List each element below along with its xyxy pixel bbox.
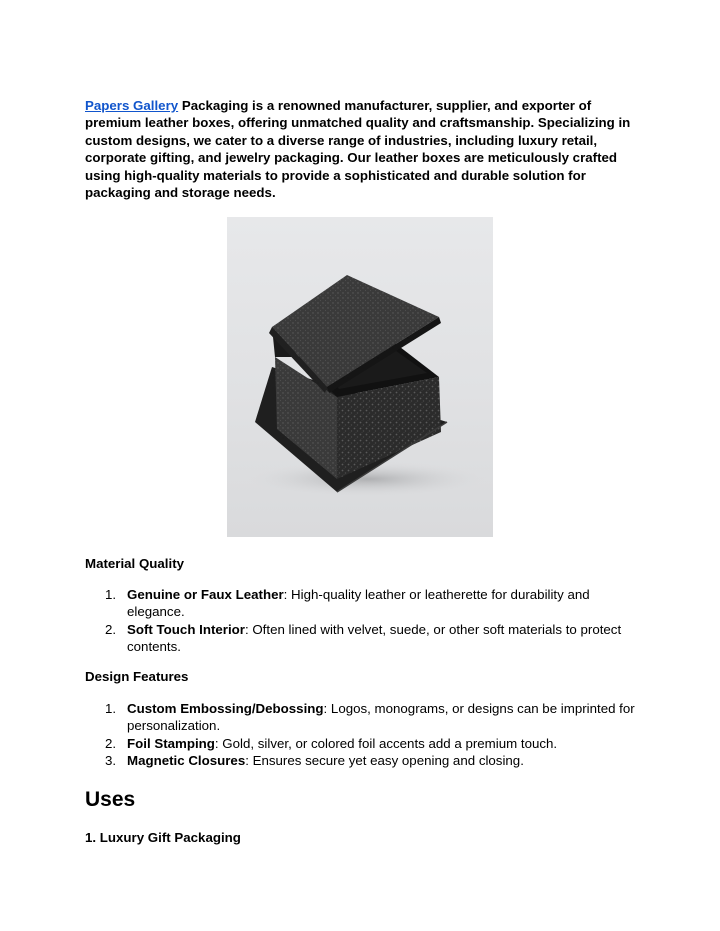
list-item-text: : Often lined with velvet, suede, or other soft materials to protect contents. bbox=[127, 621, 622, 655]
list-item-text: : Logos, monograms, or designs can be imprinted for personalization. bbox=[127, 701, 635, 734]
list-item bbox=[85, 586, 645, 621]
list-item-title: Custom Embossing/Debossing bbox=[127, 701, 324, 716]
design-features-heading: Design Features bbox=[85, 669, 189, 684]
list-item-text: : High-quality leather or leatherette for durability and elegance. bbox=[127, 587, 590, 620]
list-item-title: Soft Touch Interior bbox=[127, 621, 245, 637]
list-item bbox=[85, 621, 645, 656]
leather-box-illustration bbox=[227, 217, 493, 537]
list-item bbox=[85, 700, 645, 735]
list-item bbox=[85, 735, 645, 752]
material-quality-heading: Material Quality bbox=[85, 556, 185, 571]
list-number: 1. bbox=[105, 701, 117, 716]
design-features-list bbox=[85, 700, 645, 770]
list-item bbox=[85, 752, 645, 769]
list-number: 2. bbox=[105, 735, 117, 751]
list-item-title: Foil Stamping bbox=[127, 735, 215, 751]
leather-box-photo bbox=[227, 217, 493, 537]
list-number: 3. bbox=[105, 753, 117, 769]
intro-text: Packaging is a renowned manufacturer, supplier, and exporter of premium leather boxes, offering unmatched quality and craftsmanship. Specializing in custom designs, we cater to a diverse range of industries, including luxury retail, corporate gifting, and jewelry packaging. Our leather boxes are meticulously crafted using high-quality materials to provide a sophisticated and durable solution for packaging and storage needs. bbox=[85, 98, 631, 201]
list-number: 1. bbox=[105, 587, 117, 602]
luxury-gift-packaging-heading: 1. Luxury Gift Packaging bbox=[85, 830, 241, 845]
list-item-text: : Ensures secure yet easy opening and closing. bbox=[245, 753, 524, 769]
list-item-title: Genuine or Faux Leather bbox=[127, 587, 284, 602]
papers-gallery-link[interactable]: Papers Gallery bbox=[85, 98, 179, 113]
intro-paragraph bbox=[85, 97, 645, 201]
material-quality-list bbox=[85, 586, 645, 656]
uses-heading: Uses bbox=[85, 788, 136, 811]
list-number: 2. bbox=[105, 621, 117, 637]
list-item-text: : Gold, silver, or colored foil accents add a premium touch. bbox=[214, 735, 558, 751]
list-item-title: Magnetic Closures bbox=[127, 753, 246, 769]
